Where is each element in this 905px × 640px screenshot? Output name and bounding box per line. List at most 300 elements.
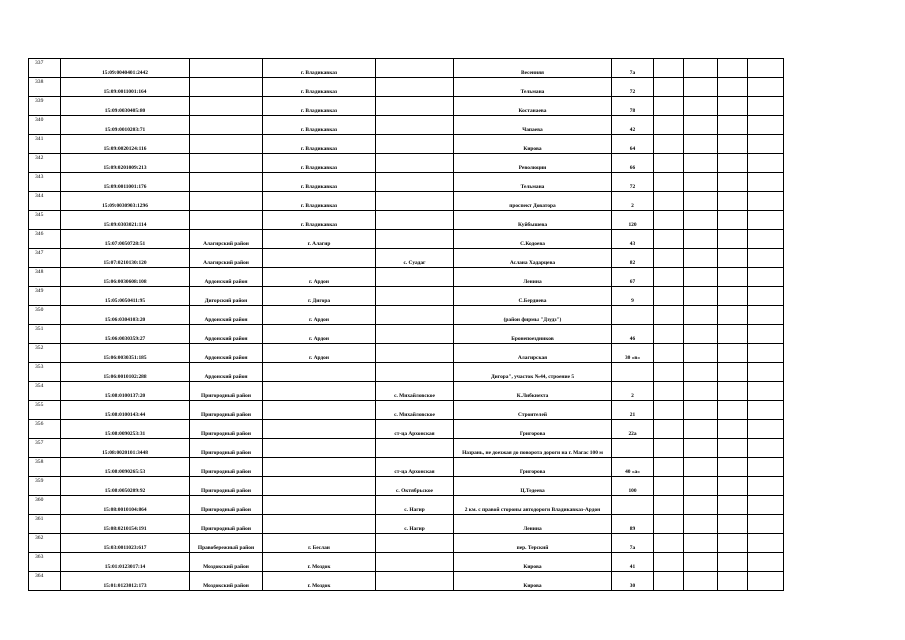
cadastral-number-cell: 15:09:0011001:164 bbox=[61, 78, 190, 97]
empty-cell-3-cell bbox=[718, 78, 748, 97]
settlement-cell: ст-ца Архонская bbox=[376, 420, 454, 439]
empty-cell-2-cell bbox=[684, 249, 718, 268]
street-cell: Тельмана bbox=[454, 173, 612, 192]
empty-cell-1-cell bbox=[654, 363, 684, 382]
empty-cell-4-cell bbox=[748, 477, 784, 496]
empty-cell-4-cell bbox=[748, 230, 784, 249]
row-number-cell: 352 bbox=[29, 344, 61, 363]
table-row bbox=[29, 287, 784, 306]
empty-cell-3-cell bbox=[718, 344, 748, 363]
empty-cell-3-cell bbox=[718, 116, 748, 135]
empty-cell-4-cell bbox=[748, 116, 784, 135]
cadastral-number-cell: 15:08:0010104:864 bbox=[61, 496, 190, 515]
city-cell bbox=[263, 477, 376, 496]
table-row bbox=[29, 344, 784, 363]
house-number-cell bbox=[612, 363, 654, 382]
empty-cell-3-cell bbox=[718, 192, 748, 211]
table-row bbox=[29, 78, 784, 97]
empty-cell-2-cell bbox=[684, 268, 718, 287]
empty-cell-1-cell bbox=[654, 135, 684, 154]
empty-cell-2-cell bbox=[684, 135, 718, 154]
empty-cell-2-cell bbox=[684, 363, 718, 382]
cadastral-number-cell: 15:08:0020101:3448 bbox=[61, 439, 190, 458]
house-number-cell: 120 bbox=[612, 211, 654, 230]
table-row bbox=[29, 306, 784, 325]
table-row bbox=[29, 135, 784, 154]
cadastral-number-cell: 15:01:0123012:173 bbox=[61, 572, 190, 591]
settlement-cell: ст-ца Архонская bbox=[376, 458, 454, 477]
empty-cell-3-cell bbox=[718, 553, 748, 572]
cadastral-number-cell: 15:09:0011001:176 bbox=[61, 173, 190, 192]
row-number-cell: 337 bbox=[29, 59, 61, 78]
street-cell: Костанаева bbox=[454, 97, 612, 116]
house-number-cell: 66 bbox=[612, 154, 654, 173]
empty-cell-3-cell bbox=[718, 268, 748, 287]
empty-cell-4-cell bbox=[748, 496, 784, 515]
empty-cell-4-cell bbox=[748, 401, 784, 420]
settlement-cell bbox=[376, 173, 454, 192]
district-cell bbox=[190, 116, 263, 135]
empty-cell-3-cell bbox=[718, 572, 748, 591]
table-row bbox=[29, 116, 784, 135]
empty-cell-1-cell bbox=[654, 382, 684, 401]
settlement-cell bbox=[376, 325, 454, 344]
empty-cell-4-cell bbox=[748, 287, 784, 306]
street-cell: Ленина bbox=[454, 268, 612, 287]
district-cell bbox=[190, 154, 263, 173]
row-number-cell: 355 bbox=[29, 401, 61, 420]
empty-cell-4-cell bbox=[748, 344, 784, 363]
settlement-cell bbox=[376, 116, 454, 135]
row-number-cell: 354 bbox=[29, 382, 61, 401]
district-cell: Дигорский район bbox=[190, 287, 263, 306]
cadastral-number-cell: 15:06:0030351:185 bbox=[61, 344, 190, 363]
house-number-cell: 72 bbox=[612, 173, 654, 192]
district-cell bbox=[190, 173, 263, 192]
row-number-cell: 343 bbox=[29, 173, 61, 192]
cadastral-number-cell: 15:09:0010203:71 bbox=[61, 116, 190, 135]
district-cell: Ардонский район bbox=[190, 325, 263, 344]
house-number-cell: 89 bbox=[612, 515, 654, 534]
cadastral-number-cell: 15:06:0030359:27 bbox=[61, 325, 190, 344]
street-cell: проспект Доватора bbox=[454, 192, 612, 211]
city-cell: г. Ардон bbox=[263, 325, 376, 344]
row-number-cell: 338 bbox=[29, 78, 61, 97]
row-number-cell: 341 bbox=[29, 135, 61, 154]
city-cell: г. Владикавказ bbox=[263, 78, 376, 97]
cadastral-number-cell: 15:03:0011023:617 bbox=[61, 534, 190, 553]
empty-cell-1-cell bbox=[654, 287, 684, 306]
settlement-cell bbox=[376, 439, 454, 458]
house-number-cell: 72 bbox=[612, 78, 654, 97]
row-number-cell: 346 bbox=[29, 230, 61, 249]
street-cell: Кирова bbox=[454, 135, 612, 154]
empty-cell-2-cell bbox=[684, 97, 718, 116]
row-number-cell: 356 bbox=[29, 420, 61, 439]
empty-cell-3-cell bbox=[718, 496, 748, 515]
street-cell: К.Либкнехта bbox=[454, 382, 612, 401]
row-number-cell: 357 bbox=[29, 439, 61, 458]
settlement-cell bbox=[376, 97, 454, 116]
cadastral-number-cell: 15:08:0090265:53 bbox=[61, 458, 190, 477]
empty-cell-1-cell bbox=[654, 154, 684, 173]
cadastral-number-cell: 15:06:0010102:288 bbox=[61, 363, 190, 382]
cadastral-number-cell: 15:09:0040401:2442 bbox=[61, 59, 190, 78]
table-row bbox=[29, 59, 784, 78]
empty-cell-2-cell bbox=[684, 382, 718, 401]
district-cell: Пригородный район bbox=[190, 477, 263, 496]
cadastral-number-cell: 15:06:0304103:20 bbox=[61, 306, 190, 325]
street-cell: Кирова bbox=[454, 553, 612, 572]
table-row bbox=[29, 382, 784, 401]
house-number-cell: 42 bbox=[612, 116, 654, 135]
empty-cell-1-cell bbox=[654, 192, 684, 211]
empty-cell-2-cell bbox=[684, 401, 718, 420]
city-cell bbox=[263, 363, 376, 382]
empty-cell-1-cell bbox=[654, 230, 684, 249]
cadastral-number-cell: 15:08:0100143:44 bbox=[61, 401, 190, 420]
empty-cell-2-cell bbox=[684, 477, 718, 496]
row-number-cell: 363 bbox=[29, 553, 61, 572]
settlement-cell bbox=[376, 59, 454, 78]
street-cell: Чапаева bbox=[454, 116, 612, 135]
settlement-cell bbox=[376, 306, 454, 325]
city-cell: г. Ардон bbox=[263, 306, 376, 325]
district-cell: Ардонский район bbox=[190, 268, 263, 287]
house-number-cell: 7а bbox=[612, 534, 654, 553]
empty-cell-2-cell bbox=[684, 173, 718, 192]
empty-cell-1-cell bbox=[654, 534, 684, 553]
empty-cell-4-cell bbox=[748, 439, 784, 458]
table-row bbox=[29, 230, 784, 249]
district-cell: Пригородный район bbox=[190, 420, 263, 439]
district-cell bbox=[190, 97, 263, 116]
empty-cell-2-cell bbox=[684, 154, 718, 173]
empty-cell-1-cell bbox=[654, 59, 684, 78]
settlement-cell bbox=[376, 572, 454, 591]
district-cell: Пригородный район bbox=[190, 496, 263, 515]
table-row bbox=[29, 211, 784, 230]
empty-cell-1-cell bbox=[654, 268, 684, 287]
row-number-cell: 340 bbox=[29, 116, 61, 135]
city-cell: г. Ардон bbox=[263, 268, 376, 287]
house-number-cell: 2 bbox=[612, 382, 654, 401]
empty-cell-4-cell bbox=[748, 458, 784, 477]
row-number-cell: 350 bbox=[29, 306, 61, 325]
district-cell: Пригородный район bbox=[190, 439, 263, 458]
empty-cell-1-cell bbox=[654, 325, 684, 344]
empty-cell-1-cell bbox=[654, 439, 684, 458]
empty-cell-2-cell bbox=[684, 344, 718, 363]
district-cell: Ардонский район bbox=[190, 363, 263, 382]
table-row bbox=[29, 154, 784, 173]
empty-cell-2-cell bbox=[684, 420, 718, 439]
city-cell: г. Владикавказ bbox=[263, 173, 376, 192]
district-cell: Пригородный район bbox=[190, 515, 263, 534]
city-cell: г. Владикавказ bbox=[263, 116, 376, 135]
empty-cell-4-cell bbox=[748, 211, 784, 230]
empty-cell-2-cell bbox=[684, 572, 718, 591]
settlement-cell bbox=[376, 534, 454, 553]
cadastral-number-cell: 15:08:0050209:92 bbox=[61, 477, 190, 496]
settlement-cell bbox=[376, 363, 454, 382]
table-row bbox=[29, 553, 784, 572]
table-row bbox=[29, 515, 784, 534]
empty-cell-4-cell bbox=[748, 534, 784, 553]
house-number-cell: 64 bbox=[612, 135, 654, 154]
empty-cell-3-cell bbox=[718, 534, 748, 553]
cadastral-number-cell: 15:08:0100137:20 bbox=[61, 382, 190, 401]
street-cell: С.Кодоева bbox=[454, 230, 612, 249]
empty-cell-2-cell bbox=[684, 287, 718, 306]
row-number-cell: 342 bbox=[29, 154, 61, 173]
table-row bbox=[29, 496, 784, 515]
empty-cell-4-cell bbox=[748, 363, 784, 382]
settlement-cell bbox=[376, 211, 454, 230]
house-number-cell: 67 bbox=[612, 268, 654, 287]
empty-cell-1-cell bbox=[654, 477, 684, 496]
empty-cell-1-cell bbox=[654, 496, 684, 515]
settlement-cell bbox=[376, 78, 454, 97]
empty-cell-3-cell bbox=[718, 249, 748, 268]
table-row bbox=[29, 192, 784, 211]
street-cell: пер. Терский bbox=[454, 534, 612, 553]
row-number-cell: 359 bbox=[29, 477, 61, 496]
row-number-cell: 339 bbox=[29, 97, 61, 116]
empty-cell-4-cell bbox=[748, 59, 784, 78]
settlement-cell: с. Суадаг bbox=[376, 249, 454, 268]
empty-cell-2-cell bbox=[684, 325, 718, 344]
city-cell: г. Ардон bbox=[263, 344, 376, 363]
table-row bbox=[29, 439, 784, 458]
district-cell bbox=[190, 135, 263, 154]
empty-cell-2-cell bbox=[684, 439, 718, 458]
cadastral-number-cell: 15:01:0123017:14 bbox=[61, 553, 190, 572]
street-cell: Алагирская bbox=[454, 344, 612, 363]
empty-cell-3-cell bbox=[718, 59, 748, 78]
street-cell: Григорова bbox=[454, 458, 612, 477]
empty-cell-2-cell bbox=[684, 306, 718, 325]
district-cell: Ардонский район bbox=[190, 344, 263, 363]
empty-cell-4-cell bbox=[748, 325, 784, 344]
city-cell bbox=[263, 496, 376, 515]
table-row bbox=[29, 363, 784, 382]
settlement-cell bbox=[376, 268, 454, 287]
city-cell bbox=[263, 249, 376, 268]
city-cell: г. Дигора bbox=[263, 287, 376, 306]
street-cell: Весенняя bbox=[454, 59, 612, 78]
settlement-cell bbox=[376, 344, 454, 363]
empty-cell-2-cell bbox=[684, 211, 718, 230]
table-row bbox=[29, 325, 784, 344]
street-cell: Ц.Тедеева bbox=[454, 477, 612, 496]
street-cell: Революции bbox=[454, 154, 612, 173]
settlement-cell bbox=[376, 553, 454, 572]
house-number-cell: 46 bbox=[612, 325, 654, 344]
empty-cell-2-cell bbox=[684, 496, 718, 515]
empty-cell-2-cell bbox=[684, 59, 718, 78]
empty-cell-2-cell bbox=[684, 553, 718, 572]
district-cell bbox=[190, 78, 263, 97]
city-cell bbox=[263, 458, 376, 477]
empty-cell-3-cell bbox=[718, 477, 748, 496]
row-number-cell: 360 bbox=[29, 496, 61, 515]
empty-cell-3-cell bbox=[718, 211, 748, 230]
district-cell: Пригородный район bbox=[190, 401, 263, 420]
city-cell: г. Владикавказ bbox=[263, 192, 376, 211]
city-cell bbox=[263, 420, 376, 439]
row-number-cell: 361 bbox=[29, 515, 61, 534]
settlement-cell: с. Нагир bbox=[376, 496, 454, 515]
empty-cell-3-cell bbox=[718, 401, 748, 420]
street-cell: С.Бердиева bbox=[454, 287, 612, 306]
street-cell: Аслана Хадарцева bbox=[454, 249, 612, 268]
empty-cell-1-cell bbox=[654, 211, 684, 230]
district-cell: Алагирский район bbox=[190, 249, 263, 268]
house-number-cell bbox=[612, 496, 654, 515]
empty-cell-3-cell bbox=[718, 515, 748, 534]
street-cell: Строителей bbox=[454, 401, 612, 420]
street-cell: 2 км. с правой стороны автодороги Владикавказ-Ардон bbox=[454, 496, 612, 515]
house-number-cell bbox=[612, 439, 654, 458]
empty-cell-3-cell bbox=[718, 325, 748, 344]
cadastral-number-cell: 15:06:0030608:108 bbox=[61, 268, 190, 287]
empty-cell-1-cell bbox=[654, 173, 684, 192]
house-number-cell: 100 bbox=[612, 477, 654, 496]
empty-cell-3-cell bbox=[718, 287, 748, 306]
empty-cell-2-cell bbox=[684, 534, 718, 553]
settlement-cell: с. Октябрьское bbox=[376, 477, 454, 496]
house-number-cell: 21 bbox=[612, 401, 654, 420]
settlement-cell: с. Михайловское bbox=[376, 382, 454, 401]
city-cell: г. Алагир bbox=[263, 230, 376, 249]
empty-cell-3-cell bbox=[718, 363, 748, 382]
table-row bbox=[29, 401, 784, 420]
row-number-cell: 348 bbox=[29, 268, 61, 287]
district-cell: Пригородный район bbox=[190, 382, 263, 401]
empty-cell-2-cell bbox=[684, 192, 718, 211]
city-cell: г. Владикавказ bbox=[263, 59, 376, 78]
house-number-cell: 82 bbox=[612, 249, 654, 268]
street-cell: (район фирмы "Дзудз") bbox=[454, 306, 612, 325]
table-row bbox=[29, 97, 784, 116]
city-cell: г. Моздок bbox=[263, 572, 376, 591]
cadastral-number-cell: 15:07:0210130:120 bbox=[61, 249, 190, 268]
empty-cell-1-cell bbox=[654, 97, 684, 116]
street-cell: Григорова bbox=[454, 420, 612, 439]
street-cell: Тельмана bbox=[454, 78, 612, 97]
empty-cell-4-cell bbox=[748, 154, 784, 173]
settlement-cell bbox=[376, 154, 454, 173]
empty-cell-2-cell bbox=[684, 116, 718, 135]
district-cell: Моздокский район bbox=[190, 572, 263, 591]
empty-cell-4-cell bbox=[748, 97, 784, 116]
city-cell: г. Владикавказ bbox=[263, 135, 376, 154]
district-cell bbox=[190, 211, 263, 230]
empty-cell-4-cell bbox=[748, 135, 784, 154]
empty-cell-1-cell bbox=[654, 249, 684, 268]
cadastral-number-cell: 15:09:0030903:1296 bbox=[61, 192, 190, 211]
empty-cell-4-cell bbox=[748, 173, 784, 192]
district-cell: Алагирский район bbox=[190, 230, 263, 249]
settlement-cell bbox=[376, 135, 454, 154]
empty-cell-3-cell bbox=[718, 382, 748, 401]
empty-cell-2-cell bbox=[684, 515, 718, 534]
empty-cell-4-cell bbox=[748, 268, 784, 287]
street-cell: Бронепоездников bbox=[454, 325, 612, 344]
empty-cell-3-cell bbox=[718, 154, 748, 173]
cadastral-number-cell: 15:09:0201009:213 bbox=[61, 154, 190, 173]
district-cell: Ардонский район bbox=[190, 306, 263, 325]
district-cell: Правобережный район bbox=[190, 534, 263, 553]
house-number-cell: 22а bbox=[612, 420, 654, 439]
empty-cell-2-cell bbox=[684, 458, 718, 477]
city-cell: г. Беслан bbox=[263, 534, 376, 553]
settlement-cell bbox=[376, 192, 454, 211]
empty-cell-3-cell bbox=[718, 306, 748, 325]
table-body bbox=[29, 59, 784, 591]
empty-cell-3-cell bbox=[718, 230, 748, 249]
settlement-cell: с. Нагир bbox=[376, 515, 454, 534]
table-row bbox=[29, 572, 784, 591]
empty-cell-1-cell bbox=[654, 116, 684, 135]
city-cell: г. Моздок bbox=[263, 553, 376, 572]
table-row bbox=[29, 477, 784, 496]
settlement-cell bbox=[376, 287, 454, 306]
empty-cell-4-cell bbox=[748, 572, 784, 591]
table-row bbox=[29, 534, 784, 553]
settlement-cell: с. Михайловское bbox=[376, 401, 454, 420]
row-number-cell: 345 bbox=[29, 211, 61, 230]
row-number-cell: 353 bbox=[29, 363, 61, 382]
table-row bbox=[29, 268, 784, 287]
empty-cell-4-cell bbox=[748, 553, 784, 572]
empty-cell-1-cell bbox=[654, 572, 684, 591]
cadastral-number-cell: 15:05:0050411:95 bbox=[61, 287, 190, 306]
city-cell bbox=[263, 515, 376, 534]
table-row bbox=[29, 458, 784, 477]
empty-cell-1-cell bbox=[654, 553, 684, 572]
district-cell: Моздокский район bbox=[190, 553, 263, 572]
house-number-cell: 40 «а» bbox=[612, 458, 654, 477]
empty-cell-4-cell bbox=[748, 192, 784, 211]
house-number-cell: 43 bbox=[612, 230, 654, 249]
row-number-cell: 349 bbox=[29, 287, 61, 306]
cadastral-number-cell: 15:09:0030405:80 bbox=[61, 97, 190, 116]
street-cell: Куйбышева bbox=[454, 211, 612, 230]
empty-cell-1-cell bbox=[654, 458, 684, 477]
empty-cell-1-cell bbox=[654, 78, 684, 97]
empty-cell-1-cell bbox=[654, 515, 684, 534]
house-number-cell: 78 bbox=[612, 97, 654, 116]
row-number-cell: 344 bbox=[29, 192, 61, 211]
cadastral-number-cell: 15:08:0090253:31 bbox=[61, 420, 190, 439]
table-row bbox=[29, 420, 784, 439]
empty-cell-3-cell bbox=[718, 135, 748, 154]
empty-cell-1-cell bbox=[654, 306, 684, 325]
cadastral-number-cell: 15:08:0210154:191 bbox=[61, 515, 190, 534]
empty-cell-4-cell bbox=[748, 420, 784, 439]
empty-cell-4-cell bbox=[748, 515, 784, 534]
house-number-cell: 2 bbox=[612, 192, 654, 211]
empty-cell-4-cell bbox=[748, 78, 784, 97]
city-cell: г. Владикавказ bbox=[263, 211, 376, 230]
city-cell bbox=[263, 382, 376, 401]
empty-cell-1-cell bbox=[654, 401, 684, 420]
city-cell bbox=[263, 439, 376, 458]
row-number-cell: 358 bbox=[29, 458, 61, 477]
district-cell bbox=[190, 59, 263, 78]
